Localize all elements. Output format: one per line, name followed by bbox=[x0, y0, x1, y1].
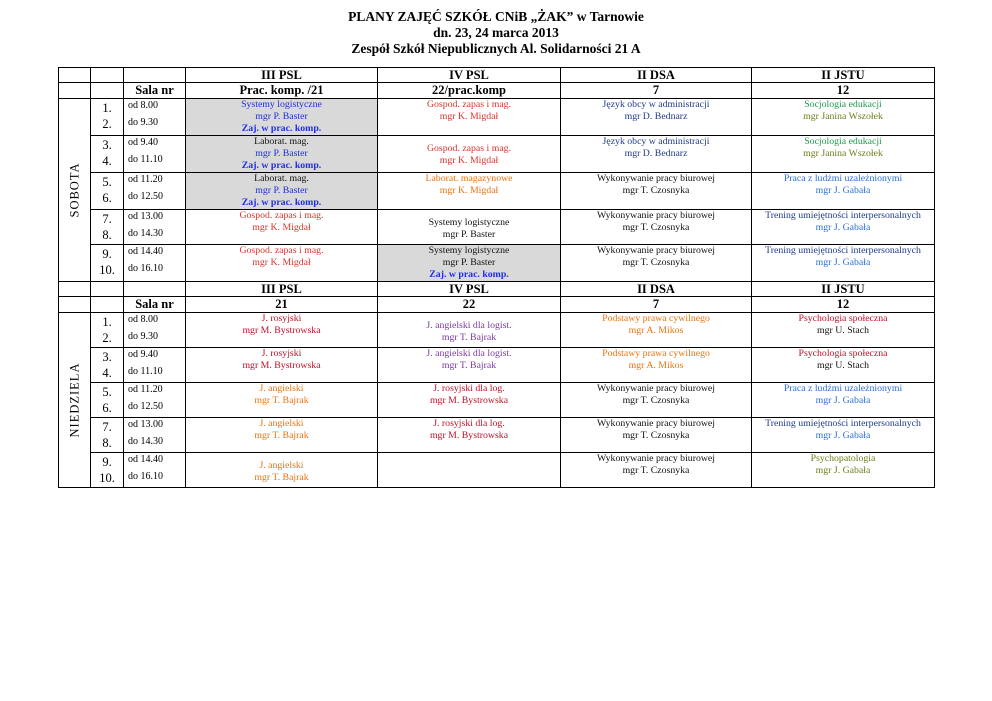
room-header: Prac. komp. /21 bbox=[186, 83, 378, 99]
period-numbers: 7. 8. bbox=[91, 418, 124, 453]
period-times: od 14.40 do 16.10 bbox=[124, 453, 186, 488]
lesson-cell: J. angielski mgr T. Bajrak bbox=[186, 418, 378, 453]
sun-group-row bbox=[59, 282, 935, 297]
table-row bbox=[59, 418, 935, 453]
period-times: od 13.00 do 14.30 bbox=[124, 210, 186, 245]
lesson-cell: Wykonywanie pracy biurowej mgr T. Czosnyka bbox=[561, 453, 752, 488]
sun-room-row bbox=[59, 297, 935, 313]
lesson-cell: Systemy logistyczne mgr P. Baster Zaj. w prac. komp. bbox=[186, 99, 378, 136]
table-row bbox=[59, 99, 935, 136]
lesson-cell: Wykonywanie pracy biurowej mgr T. Czosnyka bbox=[561, 383, 752, 418]
period-numbers: 5. 6. bbox=[91, 383, 124, 418]
lesson-cell: Psychologia społeczna mgr U. Stach bbox=[752, 348, 935, 383]
lesson-cell: Socjologia edukacji mgr Janina Wszołek bbox=[752, 99, 935, 136]
period-times: od 11.20 do 12.50 bbox=[124, 173, 186, 210]
sala-label: Sala nr bbox=[124, 297, 186, 313]
table-row bbox=[59, 453, 935, 488]
period-numbers: 3. 4. bbox=[91, 348, 124, 383]
period-times: od 8.00 do 9.30 bbox=[124, 313, 186, 348]
group-header: IV PSL bbox=[378, 68, 561, 83]
table-row bbox=[59, 136, 935, 173]
page-school: Zespół Szkół Niepublicznych Al. Solidarności 21 A bbox=[351, 41, 641, 56]
group-header: II JSTU bbox=[752, 68, 935, 83]
lesson-cell: Psychologia społeczna mgr U. Stach bbox=[752, 313, 935, 348]
day-label-saturday: SOBOTA bbox=[67, 162, 81, 218]
group-header: III PSL bbox=[186, 282, 378, 297]
sat-room-row bbox=[59, 83, 935, 99]
group-header: III PSL bbox=[186, 68, 378, 83]
table-row bbox=[59, 383, 935, 418]
period-times: od 9.40 do 11.10 bbox=[124, 136, 186, 173]
period-numbers: 1. 2. bbox=[91, 99, 124, 136]
lesson-cell: Psychopatologia mgr J. Gabała bbox=[752, 453, 935, 488]
lesson-cell: J. angielski mgr T. Bajrak bbox=[186, 453, 378, 488]
lesson-cell: Język obcy w administracji mgr D. Bednarz bbox=[561, 99, 752, 136]
lesson-cell: J. rosyjski dla log. mgr M. Bystrowska bbox=[378, 418, 561, 453]
table-row bbox=[59, 313, 935, 348]
lesson-cell: Trening umiejętności interpersonalnych mgr J. Gabała bbox=[752, 418, 935, 453]
lesson-cell: Praca z ludźmi uzależnionymi mgr J. Gabała bbox=[752, 383, 935, 418]
lesson-cell: Systemy logistyczne mgr P. Baster Zaj. w prac. komp. bbox=[378, 245, 561, 282]
room-header: 21 bbox=[186, 297, 378, 313]
room-header: 7 bbox=[561, 297, 752, 313]
room-header: 12 bbox=[752, 83, 935, 99]
period-times: od 8.00 do 9.30 bbox=[124, 99, 186, 136]
room-header: 22/prac.komp bbox=[378, 83, 561, 99]
period-numbers: 9. 10. bbox=[91, 245, 124, 282]
lesson-cell: Systemy logistyczne mgr P. Baster bbox=[378, 210, 561, 245]
lesson-cell: J. angielski dla logist. mgr T. Bajrak bbox=[378, 313, 561, 348]
lesson-cell: Wykonywanie pracy biurowej mgr T. Czosnyka bbox=[561, 245, 752, 282]
period-numbers: 1. 2. bbox=[91, 313, 124, 348]
group-header: II DSA bbox=[561, 282, 752, 297]
table-row bbox=[59, 348, 935, 383]
day-label-cell bbox=[59, 99, 91, 282]
period-numbers: 3. 4. bbox=[91, 136, 124, 173]
group-header: IV PSL bbox=[378, 282, 561, 297]
lesson-cell: Wykonywanie pracy biurowej mgr T. Czosnyka bbox=[561, 418, 752, 453]
lesson-cell: Gospod. zapas i mag. mgr K. Migdał bbox=[186, 245, 378, 282]
lesson-cell: Trening umiejętności interpersonalnych mgr J. Gabała bbox=[752, 245, 935, 282]
lesson-cell: J. rosyjski dla log. mgr M. Bystrowska bbox=[378, 383, 561, 418]
lesson-cell: Praca z ludźmi uzależnionymi mgr J. Gabała bbox=[752, 173, 935, 210]
period-times: od 9.40 do 11.10 bbox=[124, 348, 186, 383]
day-label-cell bbox=[59, 313, 91, 488]
group-header: II DSA bbox=[561, 68, 752, 83]
lesson-cell: Laborat. mag. mgr P. Baster Zaj. w prac. komp. bbox=[186, 136, 378, 173]
schedule-table bbox=[58, 67, 935, 488]
sat-group-row bbox=[59, 68, 935, 83]
lesson-cell: Socjologia edukacji mgr Janina Wszołek bbox=[752, 136, 935, 173]
lesson-cell: Wykonywanie pracy biurowej mgr T. Czosnyka bbox=[561, 210, 752, 245]
period-times: od 11.20 do 12.50 bbox=[124, 383, 186, 418]
sala-label: Sala nr bbox=[124, 83, 186, 99]
lesson-cell: J. rosyjski mgr M. Bystrowska bbox=[186, 348, 378, 383]
group-header: II JSTU bbox=[752, 282, 935, 297]
period-times: od 14.40 do 16.10 bbox=[124, 245, 186, 282]
table-row bbox=[59, 173, 935, 210]
page-title: PLANY ZAJĘĆ SZKÓŁ CNiB „ŻAK” w Tarnowie bbox=[348, 9, 644, 24]
page-date: dn. 23, 24 marca 2013 bbox=[433, 25, 559, 40]
lesson-cell: Trening umiejętności interpersonalnych mgr J. Gabała bbox=[752, 210, 935, 245]
period-numbers: 5. 6. bbox=[91, 173, 124, 210]
lesson-cell: Laborat. mag. mgr P. Baster Zaj. w prac. komp. bbox=[186, 173, 378, 210]
lesson-cell: Język obcy w administracji mgr D. Bednarz bbox=[561, 136, 752, 173]
lesson-cell: Laborat. magazynowe mgr K. Migdał bbox=[378, 173, 561, 210]
lesson-cell: Gospod. zapas i mag. mgr K. Migdał bbox=[378, 136, 561, 173]
lesson-cell: Podstawy prawa cywilnego mgr A. Mikos bbox=[561, 313, 752, 348]
room-header: 12 bbox=[752, 297, 935, 313]
period-numbers: 9. 10. bbox=[91, 453, 124, 488]
period-numbers: 7. 8. bbox=[91, 210, 124, 245]
table-row bbox=[59, 245, 935, 282]
room-header: 22 bbox=[378, 297, 561, 313]
lesson-cell: Wykonywanie pracy biurowej mgr T. Czosnyka bbox=[561, 173, 752, 210]
lesson-cell: Gospod. zapas i mag. mgr K. Migdał bbox=[186, 210, 378, 245]
day-label-sunday: NIEDZIELA bbox=[67, 362, 81, 438]
lesson-cell: J. angielski mgr T. Bajrak bbox=[186, 383, 378, 418]
lesson-cell: J. angielski dla logist. mgr T. Bajrak bbox=[378, 348, 561, 383]
lesson-cell: Gospod. zapas i mag. mgr K. Migdał bbox=[378, 99, 561, 136]
room-header: 7 bbox=[561, 83, 752, 99]
lesson-cell: Podstawy prawa cywilnego mgr A. Mikos bbox=[561, 348, 752, 383]
table-row bbox=[59, 210, 935, 245]
lesson-cell: J. rosyjski mgr M. Bystrowska bbox=[186, 313, 378, 348]
lesson-cell bbox=[378, 453, 561, 488]
period-times: od 13.00 do 14.30 bbox=[124, 418, 186, 453]
